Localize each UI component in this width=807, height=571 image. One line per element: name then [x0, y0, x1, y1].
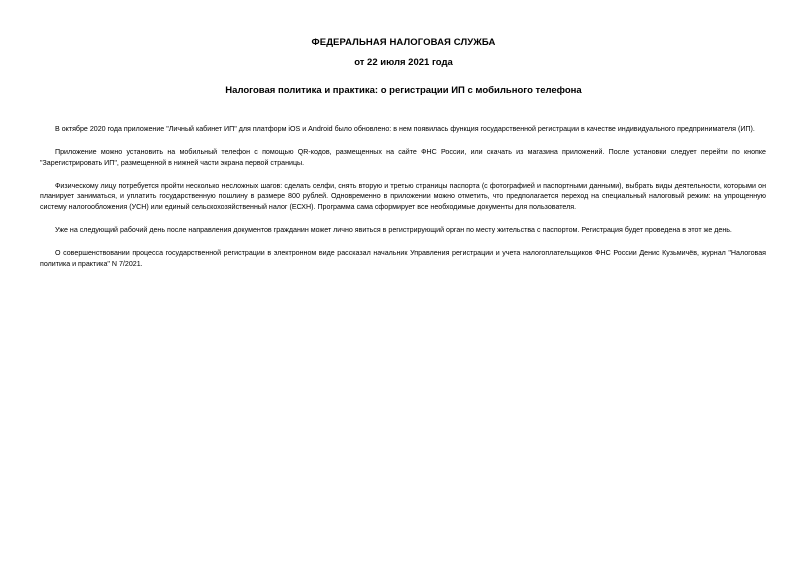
document-title: Налоговая политика и практика: о регистрации ИП с мобильного телефона [225, 85, 582, 96]
document-date: от 22 июля 2021 года [354, 57, 453, 68]
paragraph-4: Уже на следующий рабочий день после направления документов гражданин может лично явиться в регистрирующий орган по месту жительства с паспортом. Регистрация будет проведена в этот же день. [55, 226, 732, 235]
document-body [40, 124, 766, 282]
paragraph-1: В октябре 2020 года приложение "Личный кабинет ИП" для платформ iOS и Android было обновлено: в нем появилась функция государственной регистрации в качестве индивидуального предпринимателя (ИП). [55, 125, 755, 133]
paragraph-3: Физическому лицу потребуется пройти несколько несложных шагов: сделать селфи, снять вторую и третью страницы паспорта (с фотографией и паспортными данными), выбрать виды деятельности, которыми он планирует заниматься, и уплатить государственную пошлину в размере 800 рублей. Одновременно в приложении можно отметить, что предполагается переход на специальный налоговый режим: на упрощенную систему налогообложения (УСН) или единый сельскохозяйственный налог (ЕСХН). Программа сама сформирует все необходимые документы для пользователя. [40, 181, 766, 211]
agency-name: ФЕДЕРАЛЬНАЯ НАЛОГОВАЯ СЛУЖБА [311, 37, 496, 48]
paragraph-5: О совершенствовании процесса государственной регистрации в электронном виде рассказал начальник Управления регистрации и учета налогоплательщиков ФНС России Денис Кузьмичёв, журнал "Налоговая политика и практика" N 7/2021. [40, 249, 766, 268]
paragraph-2: Приложение можно установить на мобильный телефон с помощью QR-кодов, размещенных на сайте ФНС России, или скачать из магазина приложений. После установки следует перейти по кнопке "Зарегистрировать ИП", размещенной в нижней части экрана первой страницы. [40, 148, 766, 167]
